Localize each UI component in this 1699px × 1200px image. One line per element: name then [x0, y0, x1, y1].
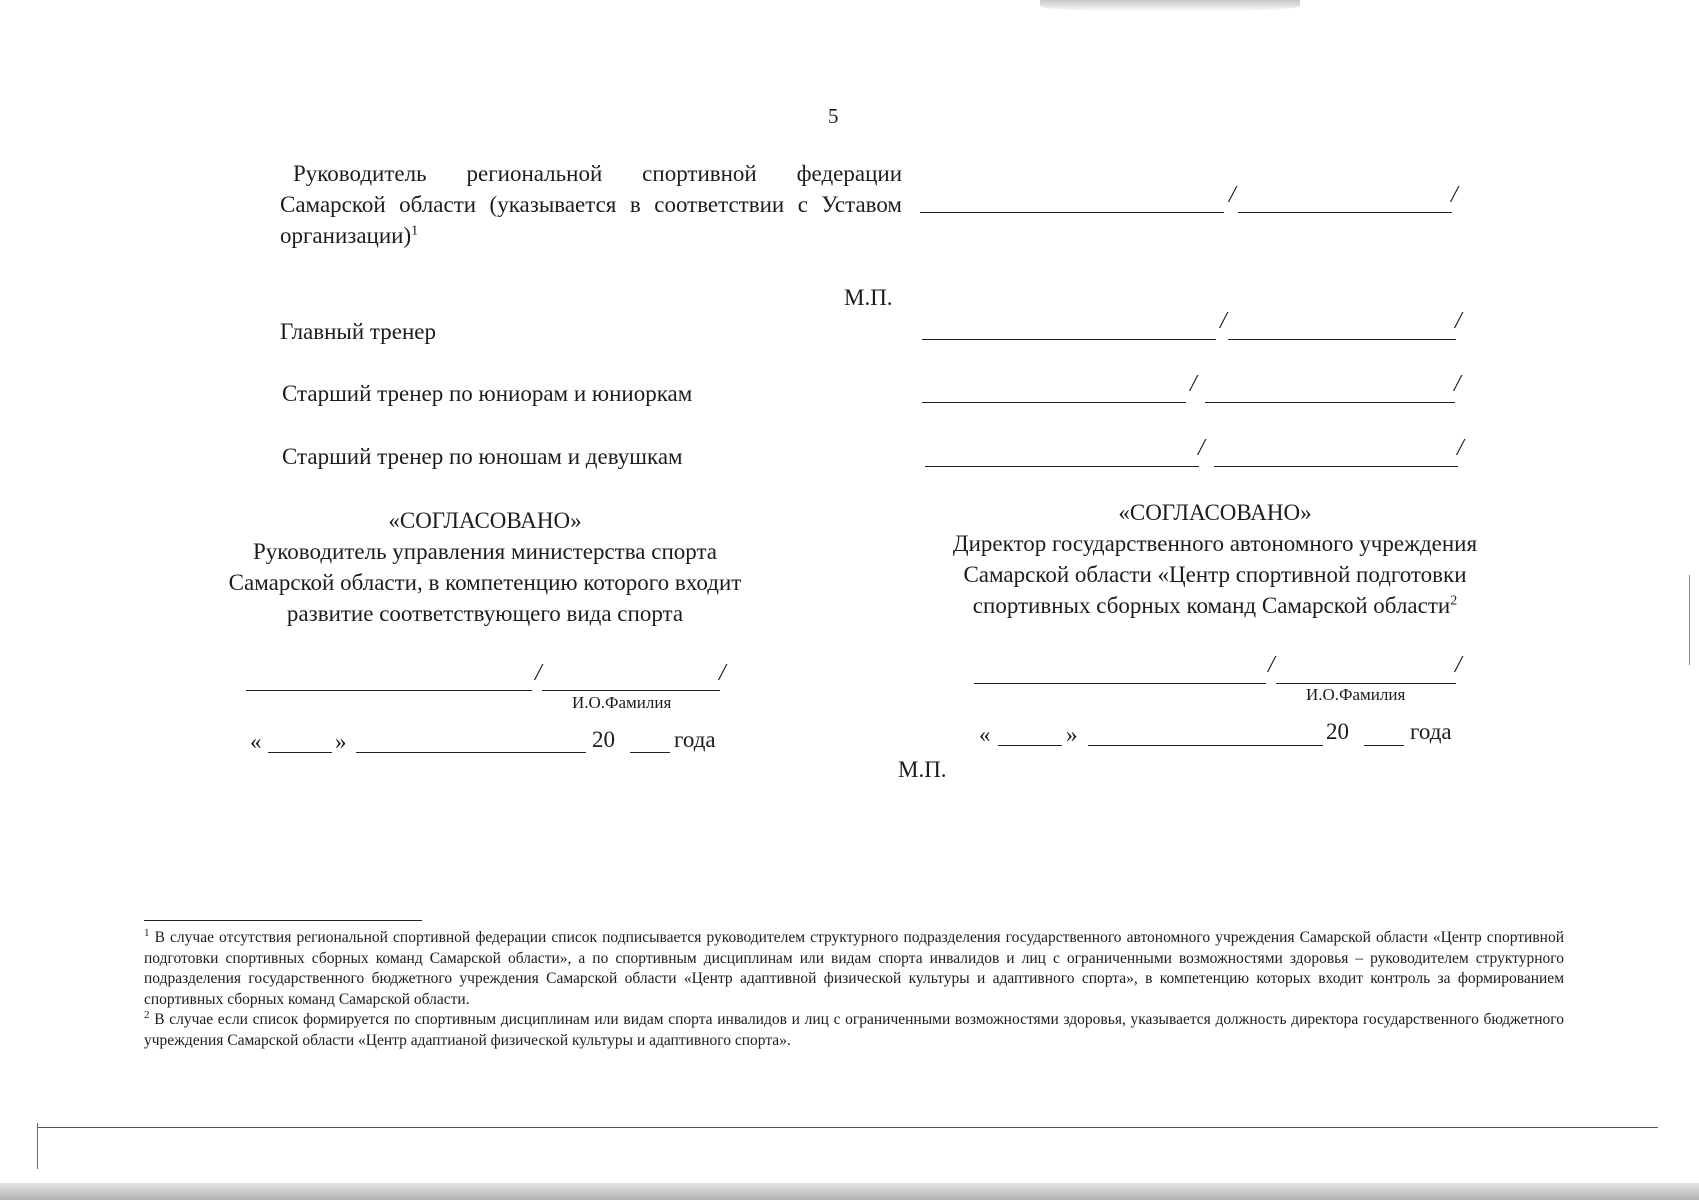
head-coach-slash-2: / — [1455, 308, 1462, 334]
approval-left-date-close: » — [335, 729, 347, 754]
footnotes-block — [144, 928, 1564, 1051]
approval-left-name-line — [542, 690, 720, 691]
approval-right-day-line — [998, 745, 1062, 746]
federation-head-slash-1: / — [1229, 182, 1236, 208]
approval-left-heading: «СОГЛАСОВАНО» — [388, 508, 582, 533]
federation-head-name-line — [1238, 212, 1452, 213]
approval-right-name-caption: И.О.Фамилия — [1306, 685, 1406, 704]
footnote-ref-2: 2 — [1450, 593, 1458, 609]
footnote-separator — [144, 920, 422, 921]
stamp-placeholder-1: М.П. — [844, 285, 893, 310]
senior-coach-youth-slash-2: / — [1457, 435, 1464, 461]
senior-coach-juniors-name-line — [1205, 402, 1455, 403]
head-coach-label: Главный тренер — [280, 319, 436, 344]
senior-coach-youth-label: Старший тренер по юношам и девушкам — [282, 444, 683, 469]
federation-head-label — [280, 158, 902, 251]
approval-left-slash-1: / — [535, 660, 542, 686]
approval-right-heading: «СОГЛАСОВАНО» — [1118, 500, 1312, 525]
approval-right-year-line — [1364, 745, 1404, 746]
approval-right-line-2: Самарской области «Центр спортивной подготовки — [963, 562, 1467, 587]
senior-coach-youth-signature-line — [925, 466, 1199, 467]
approval-left-date-open: « — [250, 729, 262, 754]
approval-right-line-3: спортивных сборных команд Самарской области — [972, 593, 1451, 618]
footnote-2 — [144, 1010, 1564, 1051]
scan-shadow-bottom — [0, 1183, 1699, 1200]
head-coach-signature-line — [922, 339, 1216, 340]
approval-right-stamp: М.П. — [898, 757, 947, 782]
approval-right-month-line — [1088, 745, 1323, 746]
approval-left-month-line — [356, 752, 586, 753]
approval-right-year-suffix: года — [1410, 719, 1452, 744]
senior-coach-juniors-signature-line — [922, 402, 1186, 403]
approval-left-slash-2: / — [719, 660, 726, 686]
scan-edge-right — [1689, 575, 1690, 665]
footnote-1 — [144, 928, 1564, 1010]
scan-edge-left — [37, 1123, 38, 1169]
approval-left-line-1: Руководитель управления министерства спорта — [252, 539, 717, 564]
footnote-1-text: В случае отсутствия региональной спортивной федерации список подписывается руководителем структурного подразделения государственного автономного учреждения Самарской области «Центр спортивной подготовки спортивных сборных команд Самарской области», а по спортивным дисциплинам или видам спорта инвалидов и лиц с ограниченными возможностями здоровья – руководителем структурного подразделения государственного бюджетного учреждения Самарской области «Центр адаптивной физической культуры и адаптивного спорта», в компетенцию которых входит контроль за формированием спортивных сборных команд Самарской области. — [144, 929, 1565, 1008]
footnote-1-mark: 1 — [144, 926, 150, 939]
approval-left-line-2: Самарской области, в компетенцию которого входит — [228, 570, 742, 595]
federation-head-text: Руководитель региональной спортивной федерации Самарской области (указывается в соответствии с Уставом организации) — [280, 161, 902, 248]
senior-coach-juniors-slash-2: / — [1454, 371, 1461, 397]
approval-right-year-prefix: 20 — [1326, 719, 1349, 744]
footnote-2-text: В случае если список формируется по спортивным дисциплинам или видам спорта инвалидов и лиц с ограниченными возможностями здоровья, указывается должность директора государственного бюджетного учреждения Самарской области «Центр адаптианой физической культуры и адаптивного спорта». — [144, 1011, 1565, 1049]
scan-shadow-top — [1040, 0, 1300, 12]
senior-coach-juniors-label: Старший тренер по юниорам и юниоркам — [282, 381, 693, 406]
approval-right-signature-line — [974, 683, 1266, 684]
footnote-2-mark: 2 — [144, 1008, 150, 1021]
approval-left-day-line — [268, 752, 332, 753]
senior-coach-youth-slash-1: / — [1198, 435, 1205, 461]
approval-left-block — [150, 505, 820, 629]
approval-right-slash-2: / — [1455, 652, 1462, 678]
federation-head-signature-line — [920, 212, 1224, 213]
approval-left-year-suffix: года — [674, 727, 716, 752]
page-number: 5 — [828, 104, 839, 128]
footnote-ref-1: 1 — [411, 223, 419, 239]
federation-head-slash-2: / — [1451, 182, 1458, 208]
senior-coach-youth-name-line — [1214, 466, 1458, 467]
scan-border-line — [38, 1127, 1658, 1128]
approval-left-year-prefix: 20 — [592, 727, 615, 752]
approval-left-signature-line — [246, 690, 532, 691]
approval-right-name-line — [1276, 683, 1456, 684]
head-coach-name-line — [1228, 339, 1456, 340]
approval-right-line-1: Директор государственного автономного учреждения — [952, 531, 1478, 556]
approval-right-slash-1: / — [1268, 652, 1275, 678]
senior-coach-juniors-slash-1: / — [1190, 371, 1197, 397]
approval-right-block — [880, 497, 1550, 621]
approval-left-line-3: развитие соответствующего вида спорта — [286, 601, 684, 626]
approval-left-name-caption: И.О.Фамилия — [572, 693, 672, 712]
approval-right-date-close: » — [1066, 722, 1078, 747]
approval-left-year-line — [630, 752, 670, 753]
head-coach-slash-1: / — [1220, 308, 1227, 334]
approval-right-date-open: « — [979, 722, 991, 747]
